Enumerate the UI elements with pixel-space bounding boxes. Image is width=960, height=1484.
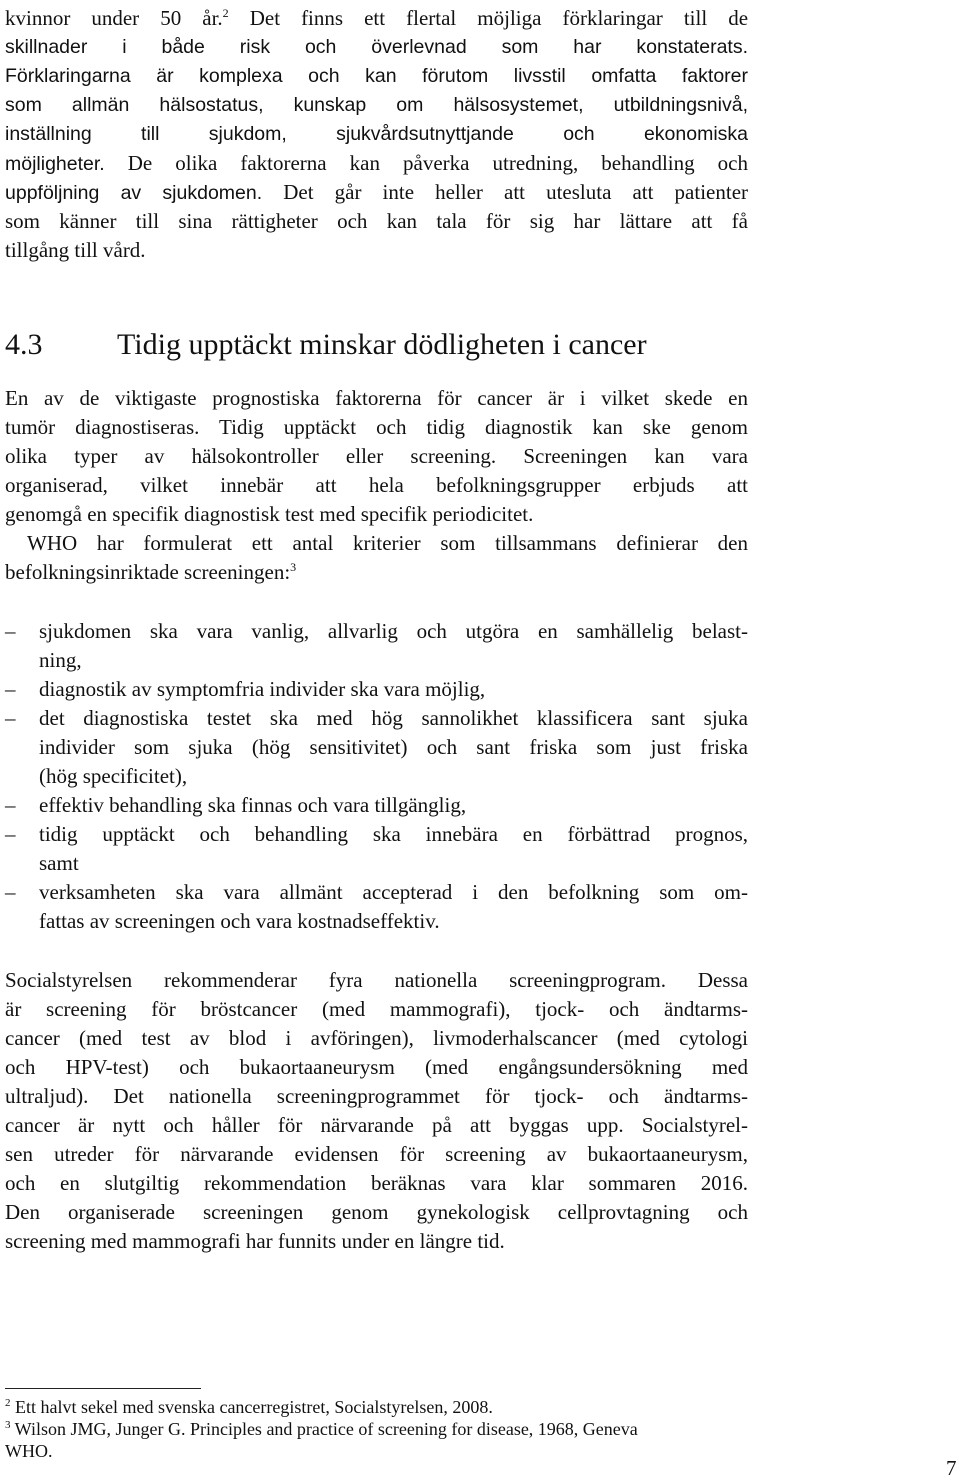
text-line: som allmän hälsostatus, kunskap om hälsosystemet, utbildningsnivå, (5, 94, 748, 116)
list-item: sjukdomen ska vara vanlig, allvarlig och utgöra en samhällelig belast- (39, 619, 748, 643)
section-heading (5, 326, 647, 364)
text-line: och HPV-test) och bukaortaaneurysm (med engångsundersökning med (5, 1055, 748, 1079)
footnote-divider (5, 1388, 201, 1389)
text-line: kvinnor under 50 år.$^2$ Det finns ett flertal möjliga förklaringar till de (5, 6, 749, 30)
text-line: möjligheter. De olika faktorerna kan påverka utredning, behandling och (5, 151, 748, 175)
list-item: fattas av screeningen och vara kostnadseffektiv. (39, 909, 440, 933)
list-item: (hög specificitet), (39, 764, 188, 788)
list-dash: – (5, 793, 16, 817)
list-item: det diagnostiska testet ska med hög sannolikhet klassificera sant sjuka (39, 706, 748, 730)
text-line: inställning till sjukdom, sjukvårdsutnyttjande och ekonomiska (5, 123, 748, 145)
text-line: skillnader i både risk och överlevnad som har konstaterats. (5, 36, 748, 58)
list-item: diagnostik av symptomfria individer ska vara möjlig, (39, 677, 486, 701)
text-line: cancer är nytt och håller för närvarande på att byggas upp. Socialstyrel- (5, 1113, 748, 1137)
section-number: 4.3 (5, 328, 43, 361)
text-line: befolkningsinriktade screeningen:$^3$ (5, 560, 297, 584)
list-item: ning, (39, 648, 82, 672)
list-dash: – (5, 706, 16, 730)
section-title: Tidig upptäckt minskar dödligheten i cancer (117, 328, 647, 361)
text-line: tumör diagnostiseras. Tidig upptäckt och tidig diagnostik kan ske genom (5, 415, 748, 439)
text-line: som känner till sina rättigheter och kan tala för sig har lättare att få (5, 209, 748, 233)
list-dash: – (5, 822, 16, 846)
text-line: är screening för bröstcancer (med mammografi), tjock- och ändtarms- (5, 997, 748, 1021)
list-item: tidig upptäckt och behandling ska innebära en förbättrad prognos, (39, 822, 748, 846)
list-item: samt (39, 851, 79, 875)
footnote-ref: 3 (290, 560, 297, 574)
text-line: och en slutgiltig rekommendation beräknas vara klar sommaren 2016. (5, 1171, 748, 1195)
list-dash: – (5, 619, 16, 643)
list-dash: – (5, 880, 16, 904)
text-line: WHO har formulerat ett antal kriterier som tillsammans definierar den (27, 531, 748, 555)
text-line: sen utreder för närvarande evidensen för screening av bukaortaaneurysm, (5, 1142, 748, 1166)
text-line: tillgång till vård. (5, 238, 146, 262)
text-line: Socialstyrelsen rekommenderar fyra nationella screeningprogram. Dessa (5, 968, 748, 992)
page-number: 7 (946, 1456, 957, 1480)
text-line: cancer (med test av blod i avföringen), livmoderhalscancer (med cytologi (5, 1026, 748, 1050)
footnote-2: $^2$ Ett halvt sekel med svenska cancerregistret, Socialstyrelsen, 2008. (5, 1397, 493, 1417)
text-line: Den organiserade screeningen genom gynekologisk cellprovtagning och (5, 1200, 748, 1224)
text-line: En av de viktigaste prognostiska faktorerna för cancer är i vilket skede en (5, 386, 748, 410)
list-item: effektiv behandling ska finnas och vara tillgänglig, (39, 793, 467, 817)
footnote-3: $^3$ Wilson JMG, Junger G. Principles and practice of screening for disease, 1968, Geneva (5, 1419, 638, 1439)
footnote-ref: 2 (222, 6, 229, 20)
text-line: ultraljud). Det nationella screeningprogrammet för tjock- och ändtarms- (5, 1084, 748, 1108)
text-line: olika typer av hälsokontroller eller screening. Screeningen kan vara (5, 444, 748, 468)
footnote-3-continued: WHO. (5, 1441, 53, 1461)
text-line: organiserad, vilket innebär att hela befolkningsgrupper erbjuds att (5, 473, 748, 497)
list-item: verksamheten ska vara allmänt accepterad i den befolkning som om- (39, 880, 748, 904)
list-dash: – (5, 677, 16, 701)
text-line: Förklaringarna är komplexa och kan förutom livsstil omfatta faktorer (5, 65, 748, 87)
text-line: uppföljning av sjukdomen. Det går inte heller att utesluta att patienter (5, 180, 749, 204)
list-item: individer som sjuka (hög sensitivitet) och sant friska som just friska (39, 735, 748, 759)
text-line: screening med mammografi har funnits under en längre tid. (5, 1229, 505, 1253)
text-line: genomgå en specifik diagnostisk test med specifik periodicitet. (5, 502, 534, 526)
